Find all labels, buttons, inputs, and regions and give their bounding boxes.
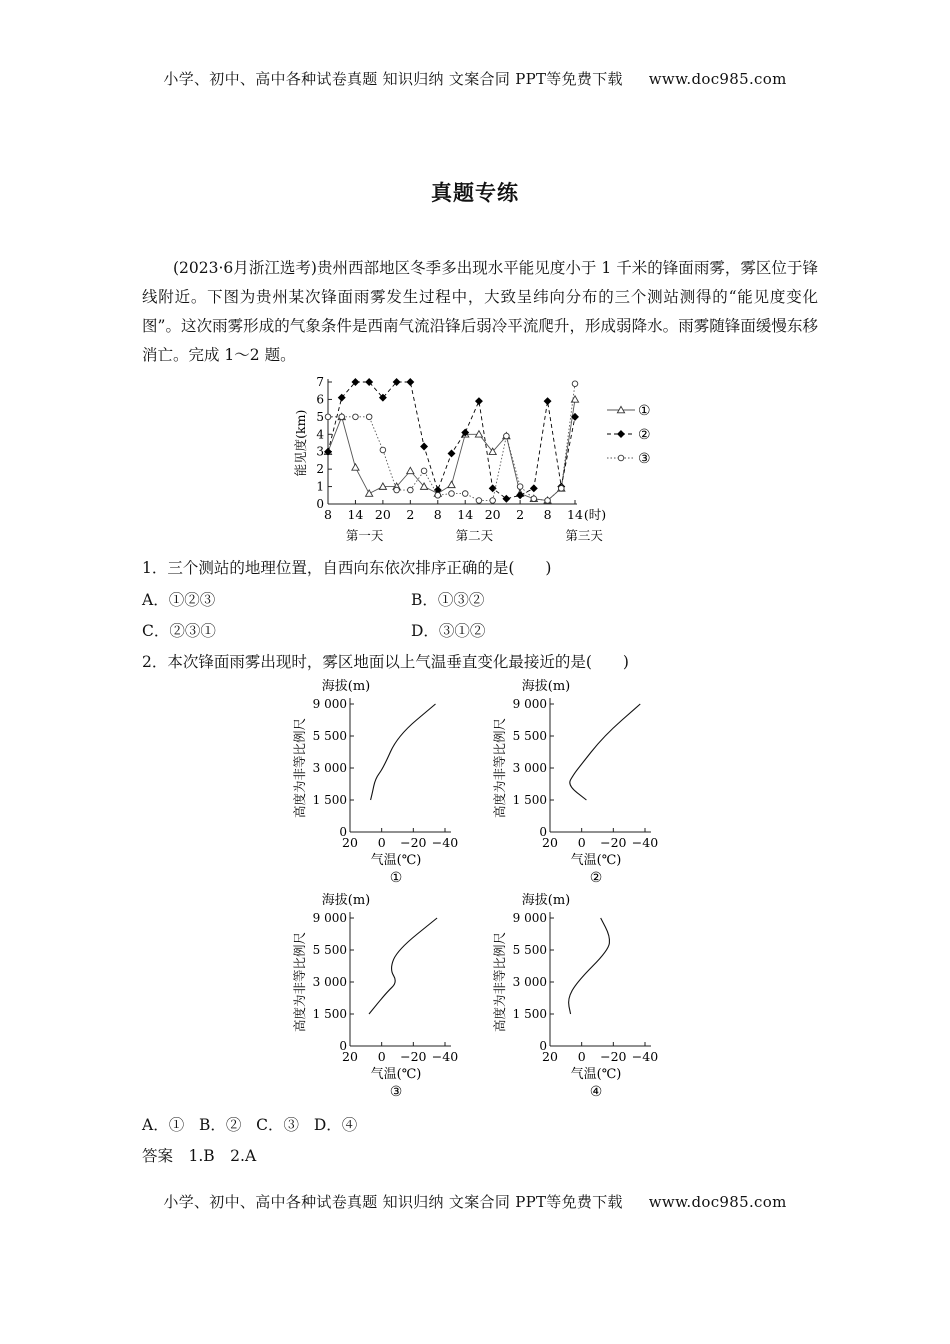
triangle-marker [352, 464, 359, 470]
circle-marker [366, 414, 372, 420]
panel-x-tick-label: 0 [377, 1049, 386, 1064]
temperature-curve [570, 704, 640, 800]
panel-y-tick-label: 9 000 [312, 911, 347, 925]
panel-x-tick-label: 20 [342, 1049, 358, 1064]
answer-line: 答案 1.B 2.A [142, 1147, 257, 1165]
panel-x-tick-label: −40 [431, 1049, 459, 1064]
triangle-marker [448, 481, 455, 487]
panel-y-side-label: 高度为非等比例尺 [492, 931, 507, 1033]
panel-y-tick-label: 0 [339, 825, 347, 839]
y-tick-label: 1 [316, 479, 324, 494]
triangle-marker [407, 467, 414, 473]
panel-y-tick-label: 1 500 [312, 793, 347, 807]
profile-panel [292, 678, 458, 886]
x-tick-label: 8 [543, 507, 552, 522]
panel-y-tick-label: 1 500 [512, 793, 547, 807]
panel-x-tick-label: 20 [342, 835, 358, 850]
temperature-curve [371, 704, 436, 800]
x-tick-label: 20 [374, 507, 391, 522]
panel-y-tick-label: 5 500 [512, 729, 547, 743]
circle-marker [476, 498, 482, 504]
diamond-marker [517, 492, 524, 499]
panel-x-tick-label: 0 [377, 835, 386, 850]
diamond-marker [407, 379, 414, 386]
diamond-marker [448, 450, 455, 457]
panel-x-title: 气温(℃) [570, 853, 622, 868]
panel-y-title: 海拔(m) [521, 893, 571, 908]
panel-x-tick-label: −40 [631, 1049, 659, 1064]
panel-label: ① [389, 870, 403, 886]
panel-x-tick-label: 20 [542, 1049, 558, 1064]
q2-option-d: D．④ [313, 1116, 358, 1134]
panel-x-tick-label: −40 [631, 835, 659, 850]
legend-label: ② [638, 427, 651, 443]
footer-text: 小学、初中、高中各种试卷真题 知识归纳 文案合同 PPT等免费下载 [163, 1193, 623, 1211]
panel-y-side-label: 高度为非等比例尺 [292, 931, 307, 1033]
panel-y-tick-label: 9 000 [512, 697, 547, 711]
panel-y-tick-label: 1 500 [312, 1007, 347, 1021]
temperature-curve [569, 918, 610, 1014]
panel-y-title: 海拔(m) [321, 893, 371, 908]
header-text: 小学、初中、高中各种试卷真题 知识归纳 文案合同 PPT等免费下载 [163, 70, 623, 88]
panel-y-tick-label: 5 500 [512, 943, 547, 957]
diamond-marker [421, 443, 428, 450]
diamond-marker [544, 398, 551, 405]
y-axis-title: 能见度(km) [293, 409, 308, 477]
panel-y-tick-label: 9 000 [512, 911, 547, 925]
panel-x-tick-label: 20 [542, 835, 558, 850]
panel-y-side-label: 高度为非等比例尺 [492, 717, 507, 819]
y-tick-label: 3 [316, 444, 324, 459]
panel-x-title: 气温(℃) [370, 853, 422, 868]
q2-option-b: B．② [198, 1116, 242, 1134]
circle-marker [353, 414, 359, 420]
panel-label: ② [589, 870, 603, 886]
circle-marker [572, 381, 578, 387]
circle-marker [618, 455, 624, 461]
panel-y-tick-label: 3 000 [312, 761, 347, 775]
chart-series [324, 379, 578, 504]
circle-marker [449, 491, 455, 497]
panel-x-tick-label: −40 [431, 835, 459, 850]
panel-x-tick-label: −20 [600, 1049, 627, 1064]
panel-y-tick-label: 9 000 [312, 697, 347, 711]
y-tick-label: 7 [316, 375, 324, 389]
day-label: 第三天 [565, 528, 603, 543]
page-header [0, 68, 950, 89]
panel-y-tick-label: 3 000 [512, 761, 547, 775]
panel-y-tick-label: 0 [339, 1039, 347, 1053]
panel-x-tick-label: 0 [577, 835, 586, 850]
diamond-marker [530, 485, 537, 492]
q1-option-b: B．①③② [411, 591, 485, 609]
panel-x-title: 气温(℃) [570, 1067, 622, 1082]
day-label: 第二天 [455, 528, 494, 543]
circle-marker [435, 492, 441, 498]
y-tick-label: 2 [316, 462, 324, 477]
x-unit-label: (时) [583, 507, 607, 522]
circle-marker [325, 414, 331, 420]
x-tick-label: 2 [516, 507, 525, 522]
y-tick-label: 4 [316, 427, 324, 442]
chart-legend [607, 403, 651, 467]
x-tick-label: 20 [484, 507, 501, 522]
panel-y-tick-label: 0 [539, 1039, 547, 1053]
legend-label: ① [638, 403, 651, 419]
circle-marker [421, 468, 427, 474]
temperature-profile-panels [290, 672, 670, 1104]
diamond-marker [503, 495, 510, 502]
circle-marker [408, 487, 414, 493]
y-tick-label: 5 [316, 409, 324, 424]
x-tick-label: 2 [406, 507, 415, 522]
panel-y-title: 海拔(m) [521, 679, 571, 694]
panel-y-tick-label: 0 [539, 825, 547, 839]
page-footer [0, 1191, 950, 1212]
q1-option-a: A．①②③ [142, 591, 216, 609]
q2-options [142, 1113, 357, 1135]
day-label: 第一天 [345, 528, 384, 543]
diamond-marker [618, 431, 625, 438]
panel-x-tick-label: 0 [577, 1049, 586, 1064]
circle-marker [531, 496, 537, 502]
y-tick-label: 6 [316, 392, 324, 407]
panel-x-tick-label: −20 [600, 835, 627, 850]
panel-x-title: 气温(℃) [370, 1067, 422, 1082]
circle-marker [504, 433, 510, 439]
panel-y-tick-label: 3 000 [512, 975, 547, 989]
circle-marker [462, 491, 468, 497]
x-tick-label: 14 [347, 507, 364, 522]
x-tick-label: 14 [457, 507, 474, 522]
panel-y-tick-label: 3 000 [312, 975, 347, 989]
panel-y-tick-label: 1 500 [512, 1007, 547, 1021]
panel-label: ③ [389, 1084, 403, 1100]
panel-label: ④ [589, 1084, 603, 1100]
q2-option-c: C．③ [256, 1116, 300, 1134]
visibility-chart [285, 372, 665, 550]
circle-marker [339, 414, 345, 420]
diamond-marker [489, 485, 496, 492]
circle-marker [558, 486, 564, 492]
x-tick-label: 8 [324, 507, 332, 522]
circle-marker [545, 498, 551, 504]
diamond-marker [476, 398, 483, 405]
panel-x-tick-label: −20 [400, 1049, 427, 1064]
x-tick-label: 14 [567, 507, 583, 522]
x-tick-label: 8 [433, 507, 442, 522]
circle-marker [394, 487, 400, 493]
intro-paragraph: (2023·6月浙江选考)贵州西部地区冬季多出现水平能见度小于 1 千米的锋面雨雾，雾区位于锋线附近。下图为贵州某次锋面雨雾发生过程中，大致呈纬向分布的三个测站测得的“能见度变化图”。这次雨雾形成的气象条件是西南气流沿锋后弱冷平流爬升，形成弱降水。雨雾随锋面缓慢东移消亡。完成 1～2 题。 [142, 259, 818, 364]
header-url: www.doc985.com [648, 70, 787, 88]
question-2-stem: 2．本次锋面雨雾出现时，雾区地面以上气温垂直变化最接近的是( ) [142, 653, 629, 671]
q1-option-c: C．②③① [142, 622, 216, 640]
q1-option-d: D．③①② [411, 622, 486, 640]
profile-panel [292, 892, 458, 1100]
panel-y-title: 海拔(m) [321, 679, 371, 694]
triangle-marker [366, 490, 373, 496]
panel-y-side-label: 高度为非等比例尺 [292, 717, 307, 819]
page-title: 真题专练 [431, 181, 519, 205]
profile-panel [492, 678, 658, 886]
panel-x-tick-label: −20 [400, 835, 427, 850]
panel-y-tick-label: 5 500 [312, 729, 347, 743]
footer-url: www.doc985.com [648, 1193, 787, 1211]
circle-marker [517, 484, 523, 490]
q2-option-a: A．① [142, 1116, 185, 1134]
panel-y-tick-label: 5 500 [312, 943, 347, 957]
circle-marker [380, 447, 386, 453]
question-1-stem: 1．三个测站的地理位置，自西向东依次排序正确的是( ) [142, 559, 552, 577]
legend-label: ③ [638, 451, 651, 467]
profile-panel [492, 892, 658, 1100]
temperature-curve [369, 918, 437, 1014]
circle-marker [490, 498, 496, 504]
y-tick-label: 0 [316, 497, 324, 511]
